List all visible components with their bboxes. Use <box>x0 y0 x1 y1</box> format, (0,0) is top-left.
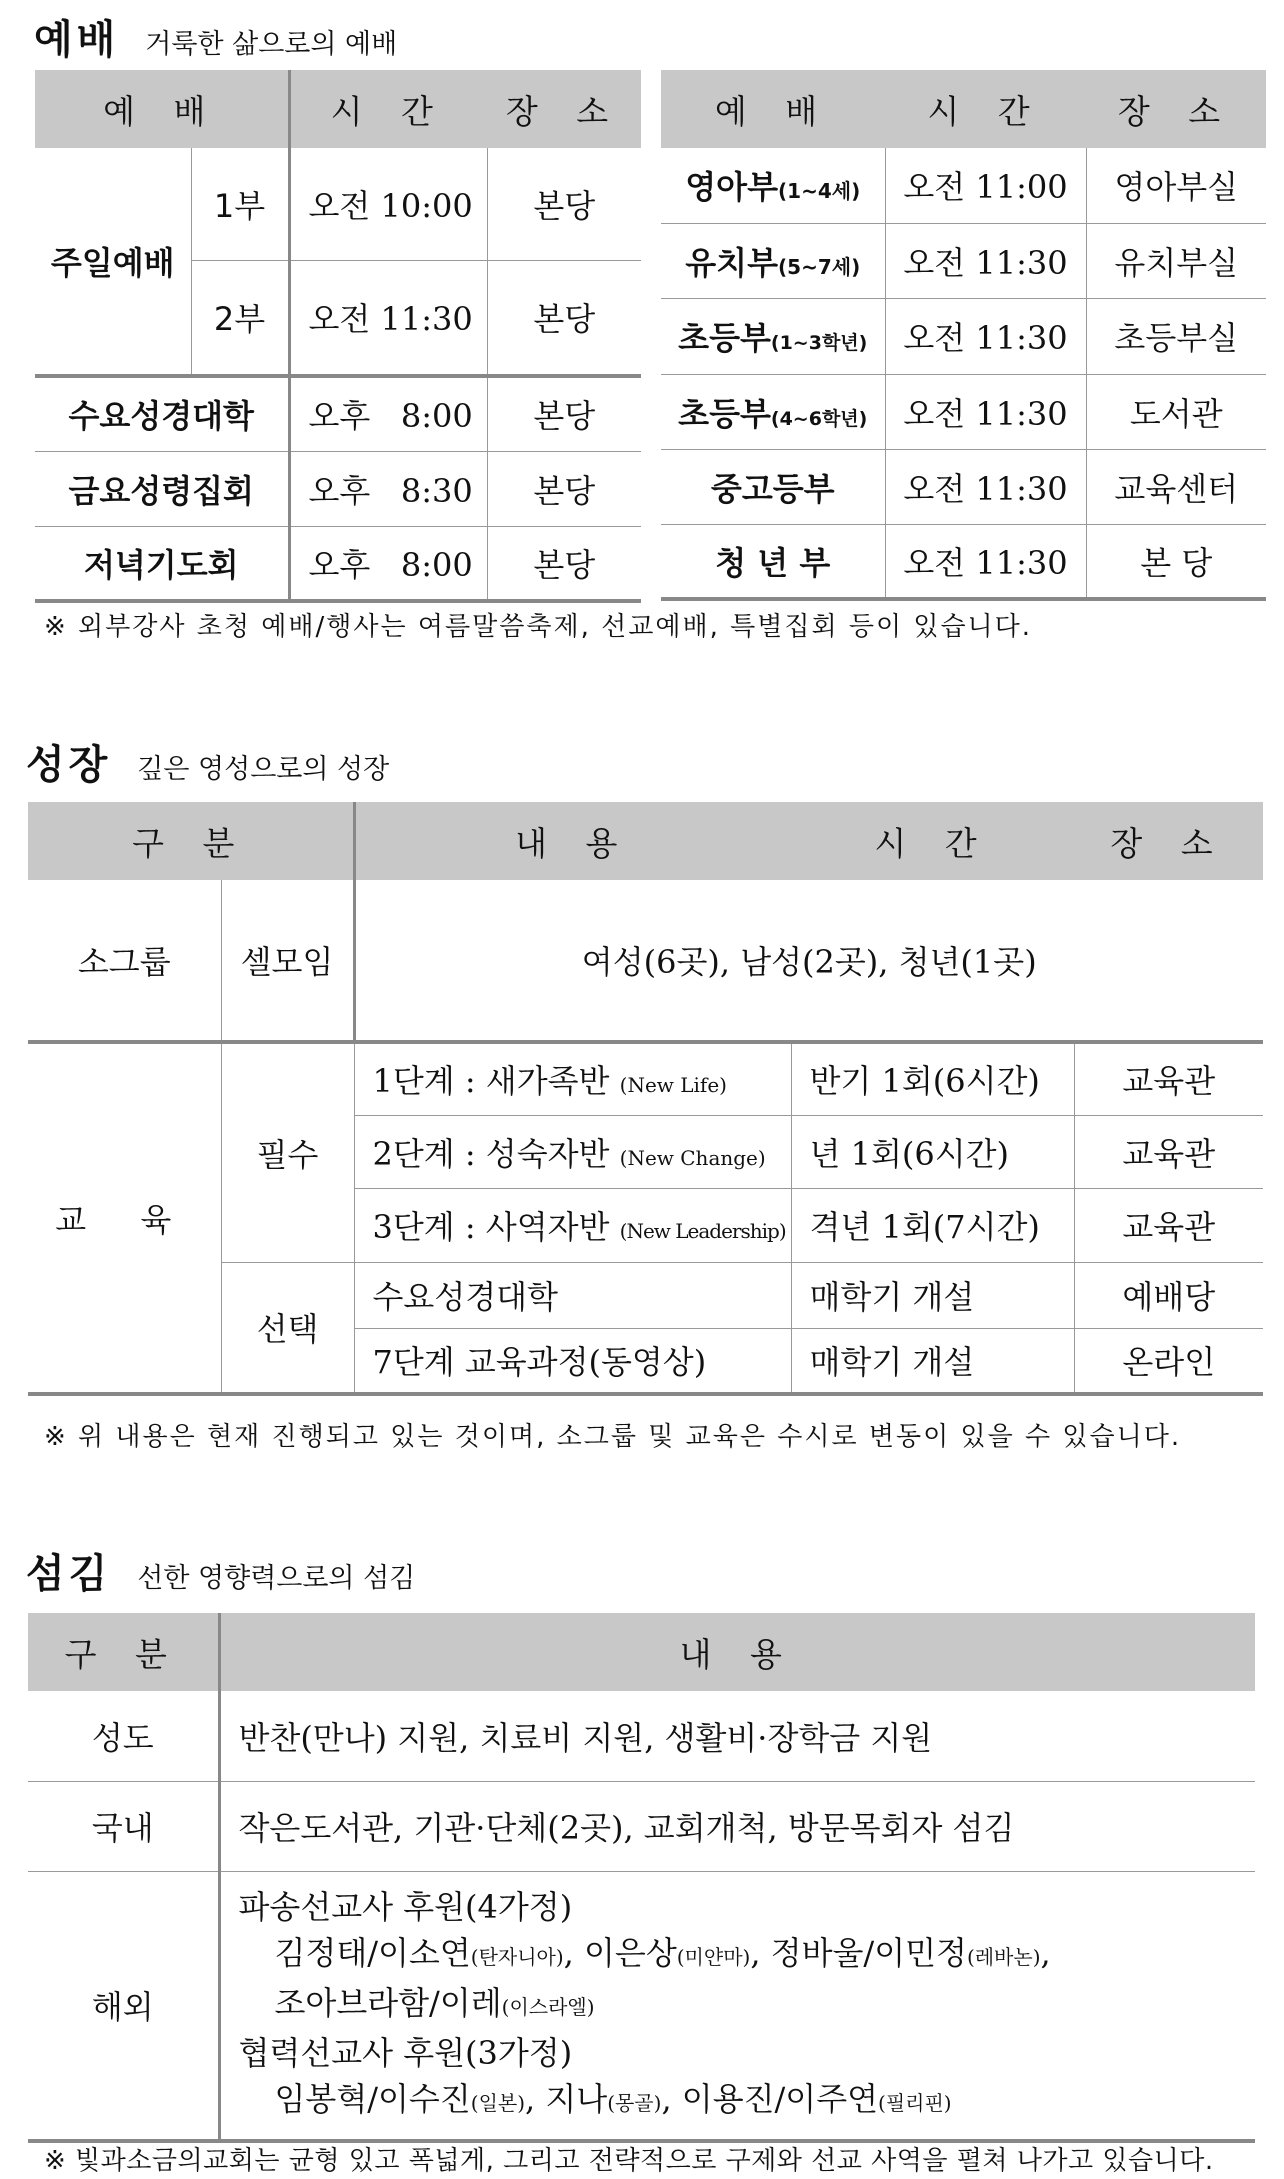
country: (필리핀) <box>878 2091 952 2116</box>
col-header: 장 소 <box>1086 70 1266 148</box>
subcategory-label: 필수 <box>221 1042 354 1262</box>
time-cell: 오후 8:00 <box>289 526 487 601</box>
place-cell: 영아부실 <box>1086 148 1266 223</box>
col-header: 시 간 <box>885 70 1086 148</box>
dept-label: 초등부 <box>678 319 771 357</box>
dept-name <box>661 223 885 298</box>
place-cell: 본당 <box>487 526 641 601</box>
col-header: 예 배 <box>661 70 885 148</box>
country: (레바논) <box>966 1945 1041 1970</box>
col-header: 구 분 <box>28 1613 219 1691</box>
category-label: 성도 <box>28 1691 219 1781</box>
content-cell <box>354 1042 791 1115</box>
dept-age: (1~3학년) <box>770 332 868 354</box>
table-row <box>661 524 1266 599</box>
content-cell <box>354 1115 791 1188</box>
table-row <box>661 449 1266 524</box>
dept-name <box>661 449 885 524</box>
table-row <box>661 298 1266 374</box>
step-eng: (New Life) <box>619 1073 727 1098</box>
country: (일본) <box>470 2091 526 2116</box>
growth-note: ※ 위 내용은 현재 진행되고 있는 것이며, 소그룹 및 교육은 수시로 변동이 있을 수 있습니다. <box>44 1422 1182 1452</box>
content-cell: 작은도서관, 기관·단체(2곳), 교회개척, 방문목회자 섬김 <box>219 1781 1255 1871</box>
service-header <box>26 1542 415 1599</box>
content-cell <box>354 1188 791 1262</box>
service-name: 금요성령집회 <box>35 451 289 526</box>
category-label: 교 육 <box>28 1042 221 1394</box>
step-eng: (New Change) <box>619 1145 766 1170</box>
table-row <box>35 526 641 601</box>
table-header-row <box>28 1613 1255 1691</box>
category-label: 해외 <box>28 1871 219 2141</box>
content-line: 파송선교사 후원(4가정) <box>238 1888 573 1927</box>
place-cell: 교육관 <box>1074 1042 1263 1115</box>
dept-name <box>661 524 885 599</box>
place-cell: 본 당 <box>1086 524 1266 599</box>
content-cell: 7단계 교육과정(동영상) <box>354 1328 791 1394</box>
time-cell: 년 1회(6시간) <box>791 1115 1074 1188</box>
part-label: 2부 <box>191 260 289 376</box>
table-row <box>28 1871 1255 2141</box>
worship-right-table <box>661 70 1266 601</box>
table-row <box>35 376 641 451</box>
dept-label: 유치부 <box>685 243 779 282</box>
step-label: 2단계 : 성숙자반 <box>372 1134 610 1173</box>
col-header: 시 간 <box>289 70 487 148</box>
place-cell: 온라인 <box>1074 1328 1263 1394</box>
col-header: 시 간 <box>791 802 1074 880</box>
dept-name <box>661 374 885 449</box>
overseas-content <box>219 1871 1255 2141</box>
time-cell: 오전 11:00 <box>885 148 1086 223</box>
content-cell: 반찬(만나) 지원, 치료비 지원, 생활비·장학금 지원 <box>219 1691 1255 1781</box>
time-cell: 오전 11:30 <box>885 298 1086 374</box>
col-header: 내 용 <box>219 1613 1255 1691</box>
part-label: 1부 <box>191 148 289 260</box>
category-label: 국내 <box>28 1781 219 1871</box>
growth-table <box>28 802 1263 1396</box>
country: (미얀마) <box>676 1945 751 1970</box>
sunday-worship-label: 주일예배 <box>35 148 191 376</box>
dept-label: 영아부 <box>685 168 779 207</box>
missionary-names: , 이용진/이주연 <box>661 2080 879 2119</box>
place-cell: 초등부실 <box>1086 298 1266 374</box>
dept-age: (5~7세) <box>778 254 861 279</box>
content-line: 협력선교사 후원(3가정) <box>238 2034 573 2073</box>
time-cell: 오후 8:00 <box>289 376 487 451</box>
dept-age: (4~6학년) <box>770 407 868 430</box>
dept-label: 청 년 부 <box>715 543 831 582</box>
country: (탄자니아) <box>470 1945 564 1970</box>
content-line <box>239 2076 1256 2126</box>
missionary-names: 조아브라함/이레 <box>274 1984 502 2023</box>
step-eng: (New Leadership) <box>619 1219 786 1243</box>
category-label: 소그룹 <box>28 880 221 1042</box>
service-table <box>28 1613 1255 2143</box>
place-cell: 유치부실 <box>1086 223 1266 298</box>
growth-header <box>26 733 389 790</box>
time-cell: 매학기 개설 <box>791 1328 1074 1394</box>
content-line <box>239 1980 1256 2030</box>
dept-age: (1~4세) <box>778 179 861 204</box>
service-subtitle: 선한 영향력으로의 섬김 <box>137 1563 416 1594</box>
subcategory-label: 셀모임 <box>221 880 354 1042</box>
place-cell: 본당 <box>487 260 641 376</box>
table-header-row <box>28 802 1263 880</box>
dept-name <box>661 148 885 223</box>
time-cell: 오전 10:00 <box>289 148 487 260</box>
content-line <box>239 1930 1256 1980</box>
worship-header <box>34 8 397 65</box>
place-cell: 교육관 <box>1074 1188 1263 1262</box>
service-name: 수요성경대학 <box>35 376 289 451</box>
table-header-row <box>661 70 1266 148</box>
missionary-names: , 지나 <box>525 2080 608 2119</box>
time-cell: 오전 11:30 <box>885 449 1086 524</box>
service-note: ※ 빛과소금의교회는 균형 있고 폭넓게, 그리고 전략적으로 구제와 선교 사역을 펼쳐 나가고 있습니다. <box>44 2146 1214 2176</box>
worship-subtitle: 거룩한 삶으로의 예배 <box>145 29 398 60</box>
worship-title: 예배 <box>34 17 120 63</box>
time-cell: 오전 11:30 <box>885 223 1086 298</box>
content-cell: 수요성경대학 <box>354 1262 791 1328</box>
table-row <box>661 374 1266 449</box>
dept-label: 중고등부 <box>710 469 835 508</box>
table-row <box>28 1691 1255 1781</box>
table-row <box>28 1042 1263 1115</box>
missionary-names: 김정태/이소연 <box>274 1934 471 1973</box>
table-row <box>661 223 1266 298</box>
table-row <box>28 1781 1255 1871</box>
time-cell: 오전 11:30 <box>885 524 1086 599</box>
content-cell: 여성(6곳), 남성(2곳), 청년(1곳) <box>354 880 1263 1042</box>
place-cell: 본당 <box>487 148 641 260</box>
country: (이스라엘) <box>501 1995 595 2020</box>
place-cell: 본당 <box>487 376 641 451</box>
place-cell: 교육관 <box>1074 1115 1263 1188</box>
growth-subtitle: 깊은 영성으로의 성장 <box>137 754 390 785</box>
time-cell: 격년 1회(7시간) <box>791 1188 1074 1262</box>
table-row <box>35 451 641 526</box>
growth-title: 성장 <box>26 742 112 788</box>
step-label: 3단계 : 사역자반 <box>372 1208 610 1246</box>
step-label: 1단계 : 새가족반 <box>372 1062 610 1101</box>
missionary-names: , 정바울/이민정 <box>750 1934 967 1973</box>
col-header: 구 분 <box>28 802 354 880</box>
missionary-names: 임봉혁/이수진 <box>274 2080 471 2119</box>
time-cell: 오후 8:30 <box>289 451 487 526</box>
separator: , <box>1040 1934 1051 1973</box>
place-cell: 예배당 <box>1074 1262 1263 1328</box>
col-header: 예 배 <box>35 70 289 148</box>
time-cell: 매학기 개설 <box>791 1262 1074 1328</box>
country: (몽골) <box>607 2091 662 2116</box>
missionary-names: , 이은상 <box>563 1934 677 1973</box>
dept-name <box>661 298 885 374</box>
place-cell: 본당 <box>487 451 641 526</box>
col-header: 장 소 <box>1074 802 1263 880</box>
place-cell: 교육센터 <box>1086 449 1266 524</box>
time-cell: 오전 11:30 <box>885 374 1086 449</box>
worship-note: ※ 외부강사 초청 예배/행사는 여름말씀축제, 선교예배, 특별집회 등이 있습니다. <box>44 612 1033 642</box>
subcategory-label: 선택 <box>221 1262 354 1394</box>
place-cell: 도서관 <box>1086 374 1266 449</box>
service-title: 섬김 <box>26 1551 112 1597</box>
time-cell: 반기 1회(6시간) <box>791 1042 1074 1115</box>
table-row <box>661 148 1266 223</box>
service-name: 저녁기도회 <box>35 526 289 601</box>
time-cell: 오전 11:30 <box>289 260 487 376</box>
table-row <box>28 880 1263 1042</box>
col-header: 장 소 <box>487 70 641 148</box>
table-row <box>35 148 641 260</box>
table-header-row <box>35 70 641 148</box>
dept-label: 초등부 <box>678 394 771 433</box>
col-header: 내 용 <box>354 802 791 880</box>
worship-left-table <box>35 70 641 603</box>
